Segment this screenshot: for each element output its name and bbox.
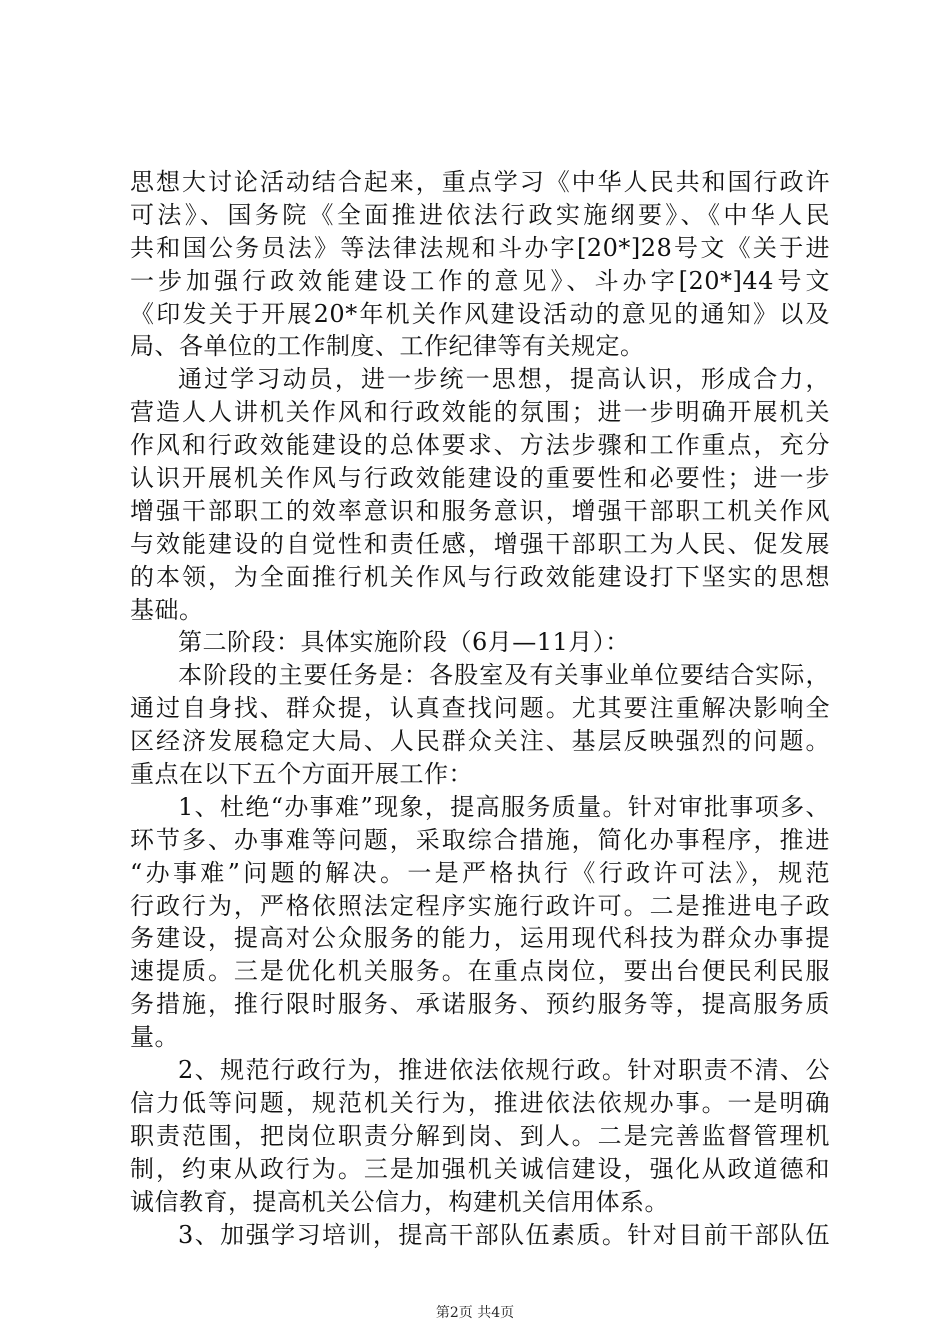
text-line: 职责范围，把岗位职责分解到岗、到人。二是完善监督管理机 (130, 1121, 830, 1150)
text-line: 务建设，提高对公众服务的能力，运用现代科技为群众办事提 (130, 924, 830, 953)
text-line: 通过学习动员，进一步统一思想，提高认识，形成合力， (178, 365, 830, 394)
text-line: 基础。 (130, 595, 204, 624)
text-line: 本阶段的主要任务是：各股室及有关事业单位要结合实际， (178, 661, 830, 690)
text-line: 作风和行政效能建设的总体要求、方法步骤和工作重点，充分 (130, 431, 830, 460)
text-line: 与效能建设的自觉性和责任感，增强干部职工为人民、促发展 (130, 529, 830, 558)
document-body (130, 166, 830, 1251)
text-line: 诚信教育，提高机关公信力，构建机关信用体系。 (130, 1187, 669, 1216)
text-line: 行政行为，严格依照法定程序实施行政许可。二是推进电子政 (130, 891, 830, 920)
text-line: 通过自身找、群众提，认真查找问题。尤其要注重解决影响全 (130, 694, 830, 723)
text-line: 营造人人讲机关作风和行政效能的氛围；进一步明确开展机关 (130, 398, 830, 427)
text-line: 务措施，推行限时服务、承诺服务、预约服务等，提高服务质 (130, 990, 830, 1019)
text-line: 3、加强学习培训，提高干部队伍素质。针对目前干部队伍 (178, 1220, 830, 1249)
text-line: 可法》、国务院《全面推进依法行政实施纲要》、《中华人民 (130, 200, 830, 229)
text-line: 思想大讨论活动结合起来，重点学习《中华人民共和国行政许 (130, 168, 830, 196)
text-line: 区经济发展稳定大局、人民群众关注、基层反映强烈的问题。 (130, 727, 830, 756)
text-line: 量。 (130, 1023, 179, 1052)
text-line: 的本领，为全面推行机关作风与行政效能建设打下坚实的思想 (130, 562, 830, 591)
text-line: 1、杜绝“办事难”现象，提高服务质量。针对审批事项多、 (178, 792, 830, 821)
text-line: 2、规范行政行为，推进依法依规行政。针对职责不清、公 (178, 1056, 830, 1085)
text-line: 《印发关于开展20*年机关作风建设活动的意见的通知》以及 (130, 299, 830, 328)
text-line: 认识开展机关作风与行政效能建设的重要性和必要性；进一步 (130, 464, 830, 493)
text-line: 局、各单位的工作制度、工作纪律等有关规定。 (130, 332, 645, 361)
text-line: 速提质。三是优化机关服务。在重点岗位，要出台便民利民服 (130, 957, 830, 986)
text-line: 制，约束从政行为。三是加强机关诚信建设，强化从政道德和 (130, 1154, 830, 1183)
text-line: 增强干部职工的效率意识和服务意识，增强干部职工机关作风 (130, 496, 830, 525)
text-line: 共和国公务员法》等法律法规和斗办字[20*]28号文《关于进 (130, 233, 830, 262)
text-line: 信力低等问题，规范机关行为，推进依法依规办事。一是明确 (130, 1088, 830, 1117)
page-footer: 第2页 共4页 (435, 1305, 515, 1321)
text-line: 重点在以下五个方面开展工作： (130, 760, 473, 789)
text-line: 环节多、办事难等问题，采取综合措施，简化办事程序，推进 (130, 825, 830, 854)
text-line: 一步加强行政效能建设工作的意见》、斗办字[20*]44号文 (130, 266, 830, 295)
text-line: 第二阶段：具体实施阶段（6月—11月）： (178, 628, 630, 657)
text-line: “办事难”问题的解决。一是严格执行《行政许可法》，规范 (130, 858, 830, 887)
